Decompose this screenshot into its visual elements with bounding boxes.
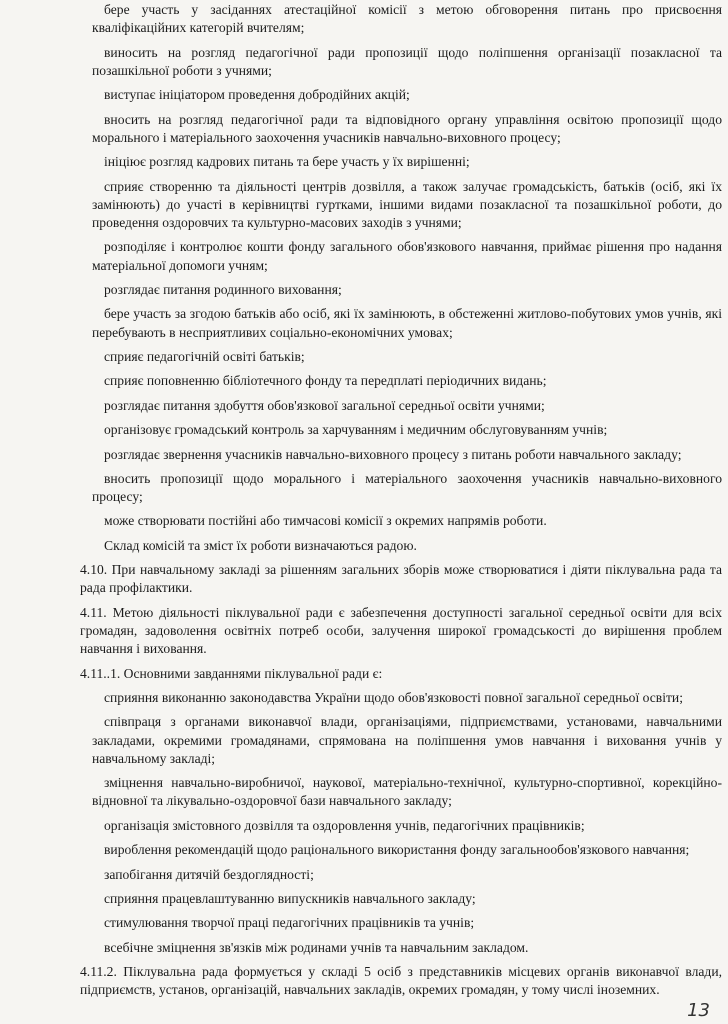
- task-item: зміцнення навчально-виробничої, наукової, матеріально-технічної, культурно-спортивної, корекційно-відновної та лікувально-оздоровчої бази навчального закладу;: [92, 775, 722, 809]
- task-item: стимулювання творчої праці педагогічних працівників та учнів;: [104, 915, 475, 931]
- paragraph: розподіляє і контролює кошти фонду загального обов'язкового навчання, приймає рішення про надання матеріальної допомоги учням;: [92, 239, 722, 273]
- paragraph: сприяє поповненню бібліотечного фонду та передплаті періодичних видань;: [104, 373, 547, 389]
- task-item: вироблення рекомендацій щодо раціонального використання фонду загальнообов'язкового навчання;: [104, 842, 690, 858]
- paragraph: вносить пропозиції щодо морального і матеріального заохочення учасників навчально-виховного процесу;: [92, 470, 722, 505]
- paragraph: бере участь за згодою батьків або осіб, які їх замінюють, в обстеженні житлово-побутових умов учнів, які перебувають в несприятливих соціально-економічних умовах;: [92, 306, 722, 340]
- paragraph: вносить на розгляд педагогічної ради та відповідного органу управління освітою пропозиції щодо морального і матеріального заохочення учасників навчально-виховного процесу;: [92, 111, 722, 145]
- paragraph: сприяє педагогічній освіті батьків;: [104, 348, 305, 364]
- paragraph: розглядає питання здобуття обов'язкової загальної середньої освіти учнями;: [104, 397, 545, 413]
- paragraph: може створювати постійні або тимчасові комісії з окремих напрямів роботи.: [104, 513, 547, 529]
- section-4-11-1: 4.11..1. Основними завданнями піклувальної ради є:: [80, 665, 383, 681]
- task-item: сприяння працевлаштуванню випускників навчального закладу;: [104, 891, 476, 906]
- task-item: сприяння виконанню законодавства України щодо обов'язковості повної загальної середньої освіти;: [104, 690, 683, 706]
- task-item: співпраця з органами виконавчої влади, організаціями, підприємствами, установами, навчальними закладами, окремими громадянами, спрямована на поліпшення умов навчання і виховання учнів у навчальному закладі;: [92, 714, 722, 766]
- section-4-11: 4.11. Метою діяльності піклувальної ради є забезпечення доступності загальної середньої освіти для всіх громадян, задоволення освітніх потреб особи, залучення широкої громадськості до вирішення проблем навчання і виховання.: [80, 604, 722, 657]
- paragraph: виносить на розгляд педагогічної ради пропозиції щодо поліпшення організації позакласної та позашкільної роботи з учнями;: [92, 44, 722, 78]
- paragraph: ініціює розгляд кадрових питань та бере участь у їх вирішенні;: [104, 154, 470, 170]
- paragraph: розглядає звернення учасників навчально-виховного процесу з питань роботи навчального закладу;: [104, 446, 682, 462]
- section-4-10: 4.10. При навчальному закладі за рішенням загальних зборів може створюватися і діяти піклувальна рада та рада профілактики.: [80, 562, 722, 596]
- page-number: 13: [687, 999, 710, 1021]
- paragraph: організовує громадський контроль за харчуванням і медичним обслуговуванням учнів;: [104, 422, 608, 438]
- task-item: всебічне зміцнення зв'язків між родинами учнів та навчальним закладом.: [104, 939, 529, 955]
- paragraph: сприяє створенню та діяльності центрів дозвілля, а також залучає громадськість, батьків (осіб, які їх замінюють) до участі в керівництві гуртками, іншими видами позакласної та позашкільної роботи, до проведення оздоровчих та культурно-масових заходів з учнями;: [92, 178, 722, 230]
- paragraph: розглядає питання родинного виховання;: [104, 281, 342, 297]
- paragraph: бере участь у засіданнях атестаційної комісії з метою обговорення питань про присвоєння кваліфікаційних категорій вчителям;: [92, 2, 722, 36]
- paragraph: Склад комісій та зміст їх роботи визначаються радою.: [104, 537, 417, 553]
- task-item: запобігання дитячій бездоглядності;: [104, 866, 314, 882]
- section-4-11-2: 4.11.2. Піклувальна рада формується у складі 5 осіб з представників місцевих органів виконавчої влади, підприємств, установ, організацій, навчальних закладів, окремих громадян, у тому числі іноземних.: [80, 964, 722, 998]
- paragraph: виступає ініціатором проведення добродійних акцій;: [104, 87, 410, 103]
- task-item: організація змістовного дозвілля та оздоровлення учнів, педагогічних працівників;: [104, 817, 585, 833]
